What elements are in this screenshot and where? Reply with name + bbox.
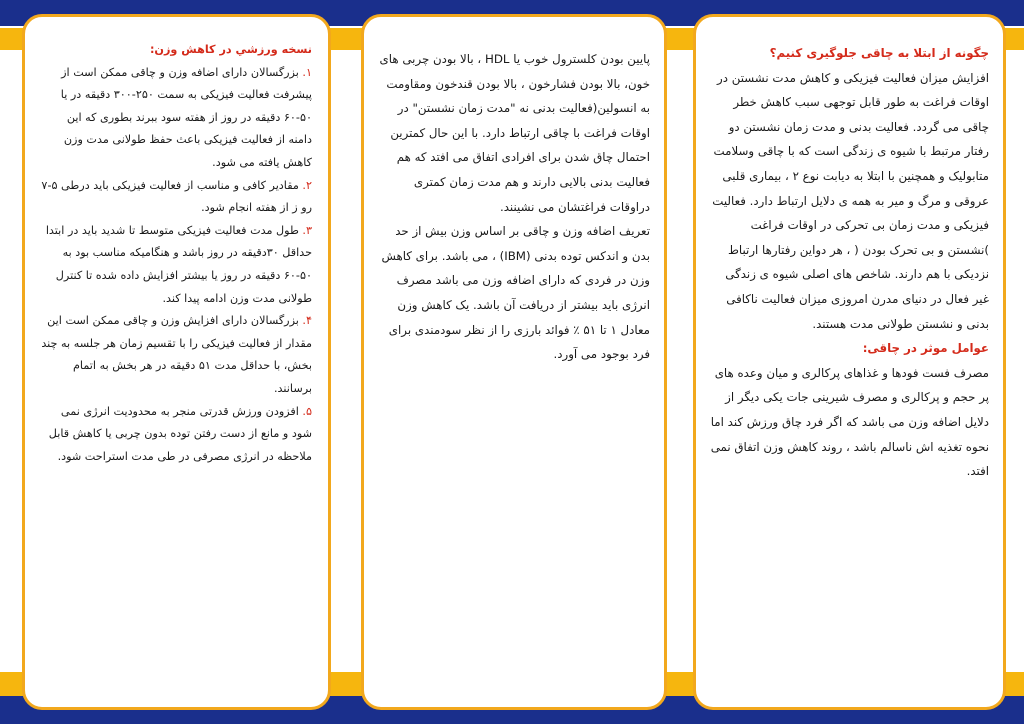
middle-panel — [361, 14, 667, 710]
list-item-text: مقادير كافى و مناسب از فعاليت فيزيكى بايد درطى ۵-۷ رو ز از هفته انجام شود. — [41, 178, 312, 215]
right-panel — [693, 14, 1006, 710]
exercise-list-item — [41, 310, 312, 400]
prevention-heading: چگونه از ابتلا به چاقى جلوگيرى كنيم؟ — [769, 46, 989, 60]
left-panel — [22, 14, 331, 710]
list-item-number: ۵. — [302, 404, 312, 418]
factors-paragraph: مصرف فست فودها و غذاهاى پركالرى و ميان وعده هاى پر حجم و پركالرى و مصرف شيرينى جات يكى ديگر از دلايل اضافه وزن مى باشد كه اگر فرد چاق ورزش كند اما نحوه تغذيه اش ناسالم باشد ، روند كاهش وزن اتفاق نمى افتد. — [710, 365, 989, 479]
middle-paragraph-2: تعريف اضافه وزن و چاقى بر اساس وزن بيش از حد بدن و اندكس توده بدنى (IBM) ، مى باشد. براى كاهش وزن در فردى كه داراى اضافه وزن مى باشد مصرف انرژى بايد بيشتر از دريافت آن باشد. يک كاهش وزن معادل ۱ تا ۵۱ ٪ فوائد بارزى را از نظر سودمندى براى فرد بوجود مى آورد. — [381, 224, 650, 362]
exercise-list-item — [41, 220, 312, 310]
list-item-text: بزرگسالان داراى افزايش وزن و چاقى ممكن است اين مقدار از فعاليت فيزيكى را با تقسيم زمان هر جلسه به چند بخش، با حداقل مدت ۵۱ دقيقه در هر بخش به اتمام برسانند. — [41, 314, 312, 395]
exercise-prescription-heading: نسخه ورزشي در كاهش وزن: — [149, 43, 312, 56]
list-item-number: ۲. — [302, 178, 312, 192]
list-item-number: ۱. — [302, 65, 312, 79]
list-item-text: طول مدت فعاليت فيزيكى متوسط تا شديد بايد در ابتدا حداقل ۳۰دقيقه در روز باشد و هنگاميكه مناسب بود به ۵۰-۶۰ دقيقه در روز يا بيشتر افزايش داده شده تا كنترل طولانى مدت وزن ادامه پيدا كند. — [45, 223, 312, 305]
list-item-number: ۳. — [302, 223, 312, 237]
middle-paragraph-1: پايين بودن كلسترول خوب يا HDL ، بالا بودن چربى هاى خون، بالا بودن فشارخون ، بالا بودن قندخون ومقاومت به انسولين(فعاليت بدنى نه "مدت زمان نشستن" در اوقات فراغت با چاقى ارتباط دارد. با اين حال كمترين احتمال چاق شدن براى افرادى اتفاق مى افتد كه هم فعاليت بدنى بالايى دارند و هم مدت زمان كمترى دراوقات فراغتشان مى نشينند. — [379, 52, 650, 214]
list-item-text: افزودن ورزش قدرتى منجر به محدوديت انرژى نمى شود و مانع از دست رفتن توده بدون چربى يا كاهش قابل ملاحظه در انرژى مصرفى در طى مدت استراحت شود. — [48, 404, 312, 463]
list-item-number: ۴. — [302, 314, 312, 328]
exercise-list-item — [41, 62, 312, 175]
exercise-list-item — [41, 401, 312, 469]
prevention-paragraph: افزايش ميزان فعاليت فيزيكى و كاهش مدت نشستن در اوقات فراغت به طور قابل توجهى سبب كاهش خطر چاقى مى گردد. فعاليت بدنى و مدت زمان نشستن دو رفتار مرتبط با شيوه ى زندگى است كه با چاقى وسلامت متابوليک و همچنين با ابتلا به ديابت نوع ۲ ، بيمارى قلبى عروقى و مرگ و مير به همه ى دلايل ارتباط دارد. فعاليت فيزيكى و مدت زمان بى تحركى در اوقات فراغت )نشستن و بى تحرک بودن ( ، هر دواين رفتارها ارتباط نزديكى با هم دارند. شاخص هاى اصلى شيوه ى زندگى غير فعال در دنياى مدرن امروزى ميزان فعاليت ناكافى بدنى و نشستن طولانى مدت هستند. — [712, 70, 989, 331]
factors-heading: عوامل موثر در چاقى: — [862, 341, 989, 356]
exercise-list — [41, 62, 312, 469]
list-item-text: بزرگسالان داراى اضافه وزن و چاقى ممكن است از پيشرفت فعاليت فيزيكى به سمت ۲۵۰-۳۰۰ دقيقه در يا ۵۰-۶۰ دقيقه در روز از هفته سود ببرند بطورى كه اين دامنه از فعاليت فيزيكى باعث حفظ طولانى مدت وزن كاهش يافته مى شود. — [60, 65, 312, 169]
exercise-list-item — [41, 175, 312, 220]
